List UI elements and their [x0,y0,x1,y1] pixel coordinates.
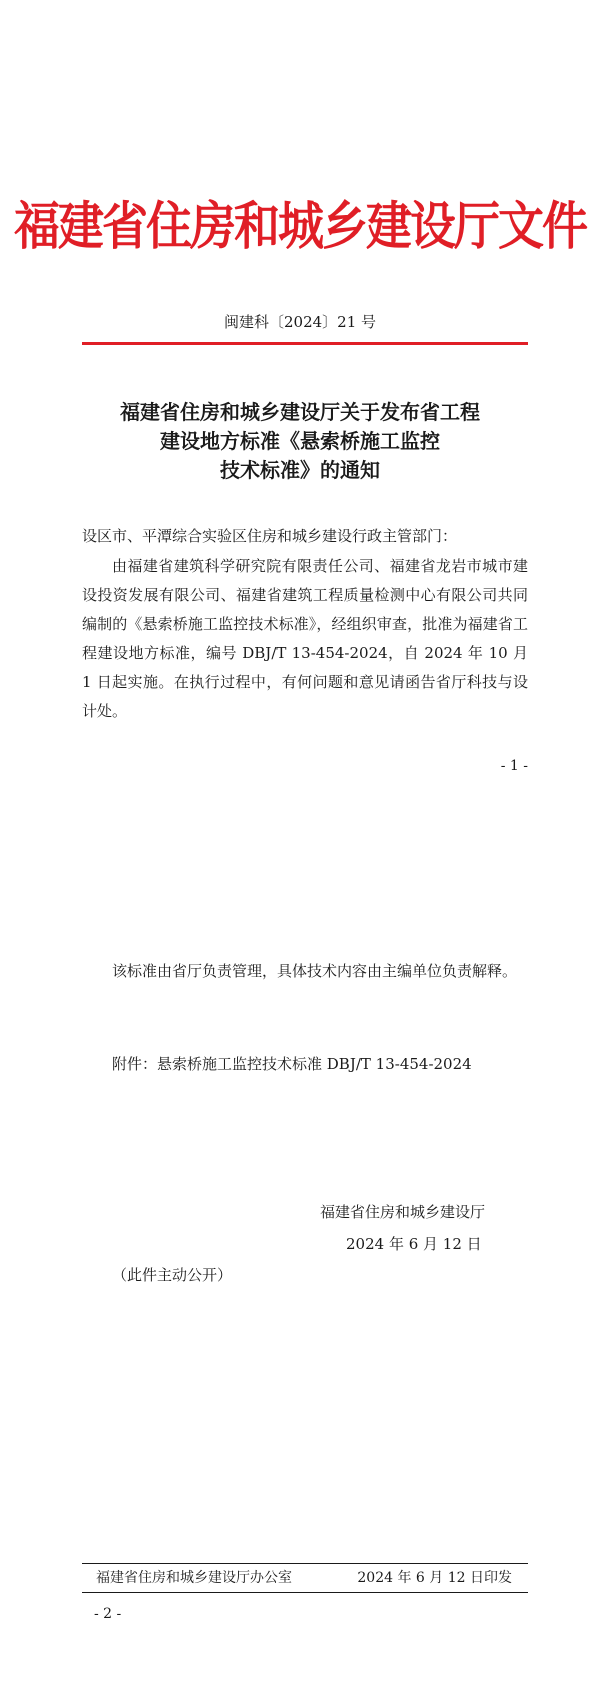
salutation: 设区市、平潭综合实验区住房和城乡建设行政主管部门： [82,527,458,545]
header-red-rule [82,342,528,345]
notice-title-line-1: 福建省住房和城乡建设厅关于发布省工程 [120,400,480,424]
page-number-1: - 1 - [500,758,528,774]
notice-title-line-2: 建设地方标准《悬索桥施工监控 [160,429,440,453]
footer-printed-date: 2024 年 6 月 12 日印发 [357,1570,512,1586]
attachment-line: 附件：悬索桥施工监控技术标准 DBJ/T 13-454-2024 [112,1055,472,1073]
body-paragraph-1: 由福建省建筑科学研究院有限责任公司、福建省龙岩市城市建设投资发展有限公司、福建省建筑工程质量检测中心有限公司共同编制的《悬索桥施工监控技术标准》，经组织审查，批准为福建省工程建设地方标准，编号 DBJ/T 13-454-2024，自 2024 年 10 月 1 日起实施。在执行过程中，有何问题和意见请函告省厅科技与设计处。 [82,557,528,720]
notice-title-line-3: 技术标准》的通知 [220,458,380,482]
disclosure-note: （此件主动公开） [112,1266,233,1284]
page-number-2: - 2 - [94,1606,122,1622]
document-header-title: 福建省住房和城乡建设厅文件 [14,195,586,257]
footer-rule-bottom [82,1592,528,1593]
document-number: 闽建科〔2024〕21 号 [223,313,377,331]
footer-office: 福建省住房和城乡建设厅办公室 [96,1570,292,1586]
footer-rule-top [82,1563,528,1564]
notice-title [0,398,600,485]
body-paragraph-2: 该标准由省厅负责管理，具体技术内容由主编单位负责解释。 [112,962,518,980]
signature-date: 2024 年 6 月 12 日 [346,1235,482,1253]
signature-issuer: 福建省住房和城乡建设厅 [320,1203,486,1221]
